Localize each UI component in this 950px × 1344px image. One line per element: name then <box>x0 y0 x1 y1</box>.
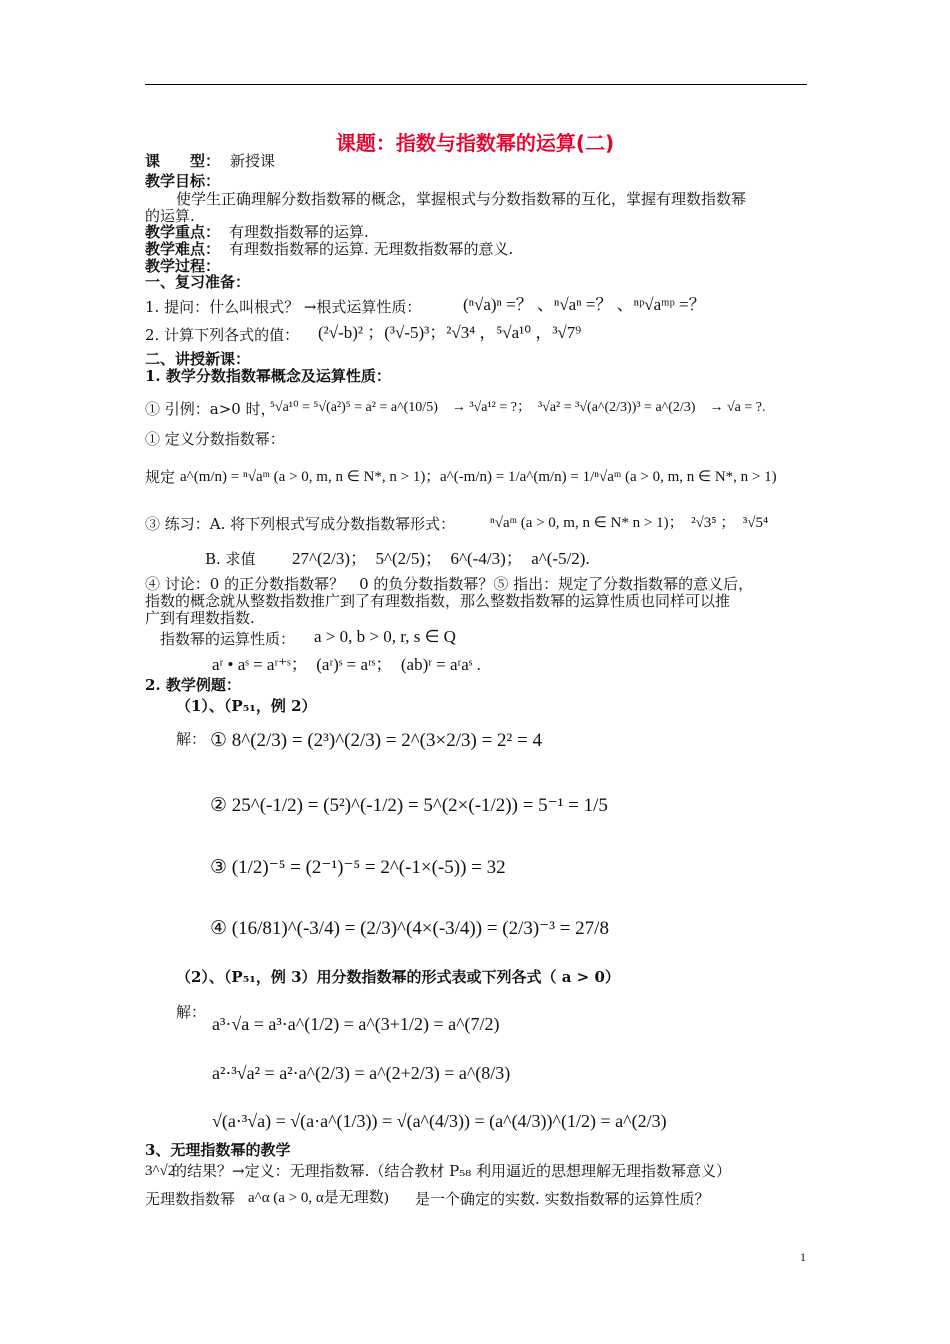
intro-math: ⁵√a¹⁰ = ⁵√(a²)⁵ = a² = a^(10/5) → ³√a¹² = ?； ³√a² = ³√(a^(2/3))³ = a^(2/3) → √a = ?. <box>270 400 766 415</box>
q1-math: (ⁿ√a)ⁿ =？ 、ⁿ√aⁿ =？ 、ⁿᵖ√aᵐᵖ =？ <box>463 295 706 314</box>
exercise-b-label: B. 求值 <box>205 550 256 568</box>
property-label: 指数幂的运算性质： <box>160 630 296 648</box>
irrational-line-2b: 是一个确定的实数. 实数指数幂的运算性质？ <box>415 1190 710 1208</box>
goal-label: 教学目标： <box>145 172 221 190</box>
property-math: aʳ • aˢ = aʳ⁺ˢ； (aʳ)ˢ = aʳˢ； (ab)ʳ = aʳaˢ . <box>212 655 481 674</box>
q2-text: 2. 计算下列各式的值： <box>145 326 300 344</box>
property-condition: a > 0, b > 0, r, s ∈ Q <box>314 627 456 646</box>
example2-line-3: √(a·³√a) = √(a·a^(1/3)) = √(a^(4/3)) = (a^(4/3))^(1/2) = a^(2/3) <box>212 1111 667 1131</box>
exercise-a-label: ③ 练习：A. 将下列根式写成分数指数幂形式： <box>145 515 456 533</box>
discuss-line-3: 广到有理数指数. <box>145 609 255 627</box>
rule-label: 规定 <box>145 468 176 486</box>
q1-text: 1. 提问：什么叫根式？ →根式运算性质： <box>145 298 422 316</box>
example2-title: （2）、（P₅₁，例 3）用分数指数幂的形式表或下列各式（ a > 0） <box>176 968 620 986</box>
page-number: 1 <box>800 1250 806 1264</box>
discuss-line-2: 指数的概念就从整数指数推广到了有理数指数，那么整数指数幂的运算性质也同样可以推 <box>145 592 731 610</box>
irrational-line-1: 的结果？→定义：无理指数幂.（结合教材 P₅₈ 利用逼近的思想理解无理指数幂意义） <box>172 1162 731 1180</box>
example1-line-3: ③ (1/2)⁻⁵ = (2⁻¹)⁻⁵ = 2^(-1×(-5)) = 32 <box>210 857 506 878</box>
key-value: 有理数指数幂的运算. <box>229 223 369 241</box>
goal-line-1: 使学生正确理解分数指数幂的概念，掌握根式与分数指数幂的互化，掌握有理数指数幂 <box>176 190 747 208</box>
section2-sub1: 1. 教学分数指数幂概念及运算性质： <box>145 367 391 385</box>
example1-line-1: ① 8^(2/3) = (2³)^(2/3) = 2^(3×2/3) = 2² = 4 <box>210 730 542 751</box>
exercise-b-math: 27^(2/3)； 5^(2/5)； 6^(-4/3)； a^(-5/2). <box>292 549 590 568</box>
example1-line-2: ② 25^(-1/2) = (5²)^(-1/2) = 5^(2×(-1/2)) = 5⁻¹ = 1/5 <box>210 795 608 816</box>
irrational-line-2a: 无理数指数幂 <box>145 1190 236 1208</box>
solution-label-2: 解： <box>176 1003 207 1021</box>
discuss-line-1: ④ 讨论：0 的正分数指数幂？ 0 的负分数指数幂？⑤ 指出：规定了分数指数幂的意义后， <box>145 575 754 593</box>
section1-heading: 一、复习准备： <box>145 273 251 291</box>
example2-line-2: a²·³√a² = a²·a^(2/3) = a^(2+2/3) = a^(8/3) <box>212 1063 511 1083</box>
rule-math-1: a^(m/n) = ⁿ√aᵐ (a > 0, m, n ∈ N*, n > 1)； <box>180 469 441 485</box>
goal-line-2: 的运算. <box>145 207 195 225</box>
type-value: 新授课 <box>230 152 276 170</box>
example2-line-1: a³·√a = a³·a^(1/2) = a^(3+1/2) = a^(7/2) <box>212 1014 500 1034</box>
q2-math: (²√-b)² ；(³√-5)³；²√3⁴ ，⁵√a¹⁰ ，³√7⁹ <box>318 323 582 342</box>
key-label: 教学重点： <box>145 223 221 241</box>
solution-label-1: 解： <box>176 730 207 748</box>
difficulty-label: 教学难点： <box>145 240 221 258</box>
type-label: 课 型： <box>145 152 221 170</box>
process-label: 教学过程： <box>145 257 221 275</box>
section4-heading: 3、无理指数幂的教学 <box>145 1141 291 1159</box>
irrational-line-2-math: a^α (a > 0, α是无理数) <box>248 1190 389 1206</box>
exercise-a-math: ⁿ√aᵐ (a > 0, m, n ∈ N* n > 1)； ²√3⁵ ； ³√5⁴ <box>490 515 769 531</box>
difficulty-value: 有理数指数幂的运算. 无理数指数幂的意义. <box>229 240 514 258</box>
section2-heading: 二、讲授新课： <box>145 350 251 368</box>
header-rule <box>145 84 807 85</box>
example1-line-4: ④ (16/81)^(-3/4) = (2/3)^(4×(-3/4)) = (2/3)⁻³ = 27/8 <box>210 918 609 939</box>
define-label: ① 定义分数指数幂： <box>145 430 285 448</box>
page-title: 课题：指数与指数幂的运算(二) <box>335 131 615 155</box>
rule-math-2: a^(-m/n) = 1/a^(m/n) = 1/ⁿ√aᵐ (a > 0, m, n ∈ N*, n > 1) <box>440 469 777 485</box>
irrational-power-math: 3^√2 <box>145 1163 176 1179</box>
intro-label: ① 引例：a>0 时， <box>145 400 276 418</box>
example1-title: （1）、（P₅₁，例 2） <box>176 697 317 715</box>
section3-heading: 2. 教学例题： <box>145 676 241 694</box>
